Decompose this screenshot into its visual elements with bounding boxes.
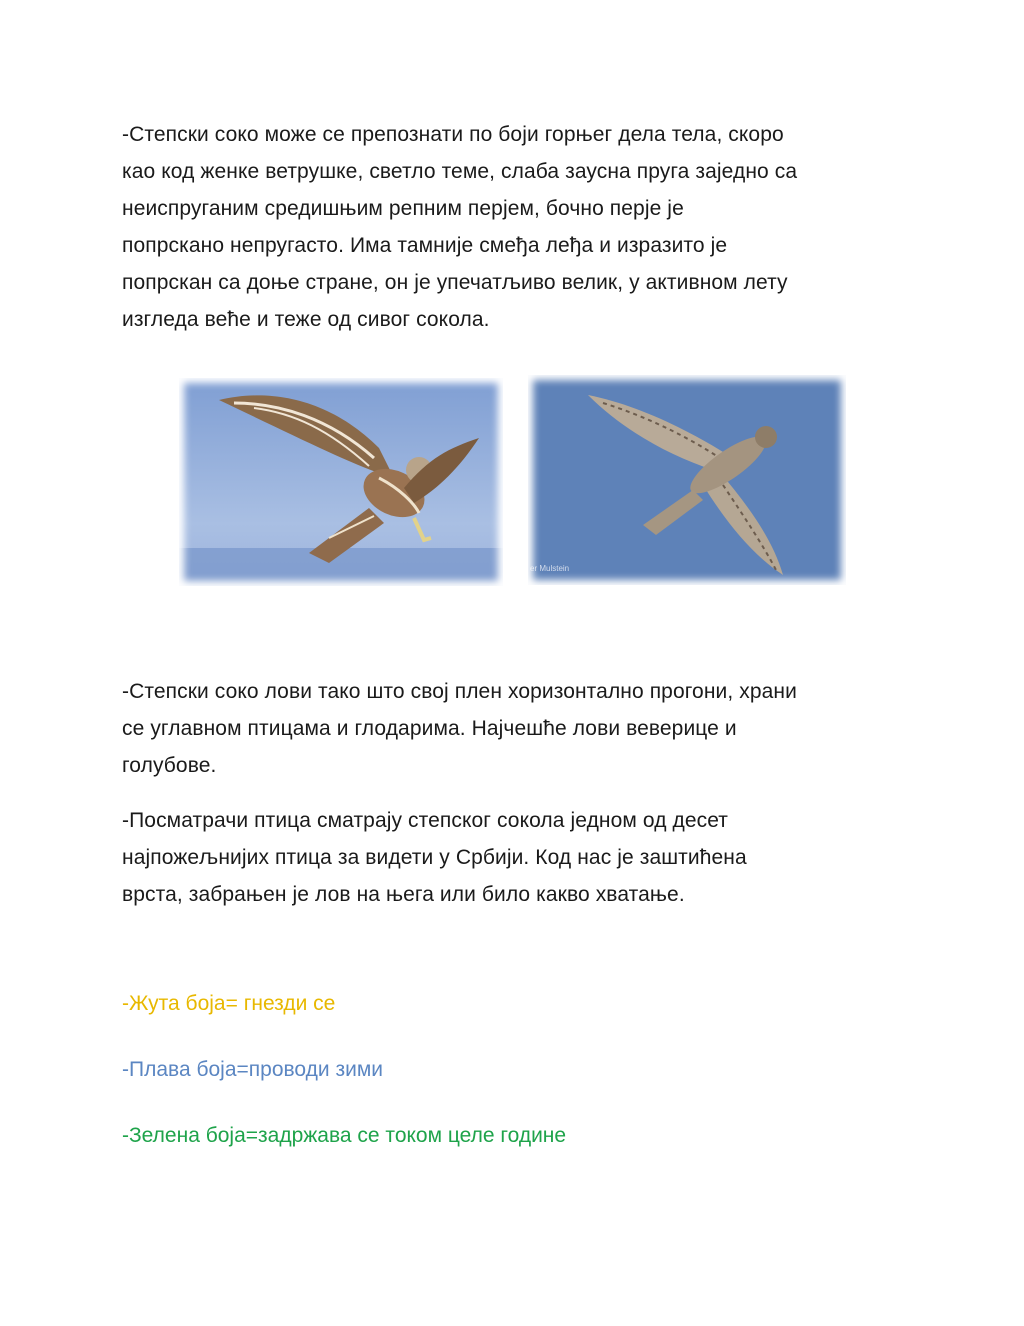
legend-blue: -Плава боја=проводи зими [122,1058,383,1081]
falcon-gliding-photo [528,375,846,585]
text-line: попрскан са доње стране, он је упечатљиво велик, у активном лету [122,271,788,294]
text-line: -Степски соко може се препознати по боји горњег дела тела, скоро [122,123,784,146]
text-line: као код женке ветрушке, светло теме, слаба заусна пруга заједно са [122,160,798,183]
text-line: се углавном птицама и глодарима. Најчешће лови веверице и [122,717,737,740]
photo-watermark: er Mulstein [530,564,570,573]
falcon-diving-photo [179,378,503,586]
text-line: голубове. [122,754,217,777]
text-line: -Степски соко лови тако што свој плен хоризонтално прогони, храни [122,680,797,703]
paragraph-hunting [122,673,912,784]
legend-yellow: -Жута боја= гнезди се [122,992,336,1015]
text-line: попрскано непругасто. Има тамније смеђа леђа и изразито је [122,234,728,257]
legend-green: -Зелена боја=задржава се током целе године [122,1124,567,1147]
paragraph-protection [122,802,912,913]
text-line: неиспруганим средишњим репним перјем, бочно перје је [122,197,684,220]
text-line: најпожељнијих птица за видети у Србији. Код нас је заштићена [122,846,747,869]
text-line: врста, забрањен је лов на њега или било какво хватање. [122,883,685,906]
text-line: -Посматрачи птица сматрају степског сокола једном од десет [122,809,729,832]
text-line: изгледа веће и теже од сивог сокола. [122,308,490,331]
paragraph-identification [122,116,912,338]
